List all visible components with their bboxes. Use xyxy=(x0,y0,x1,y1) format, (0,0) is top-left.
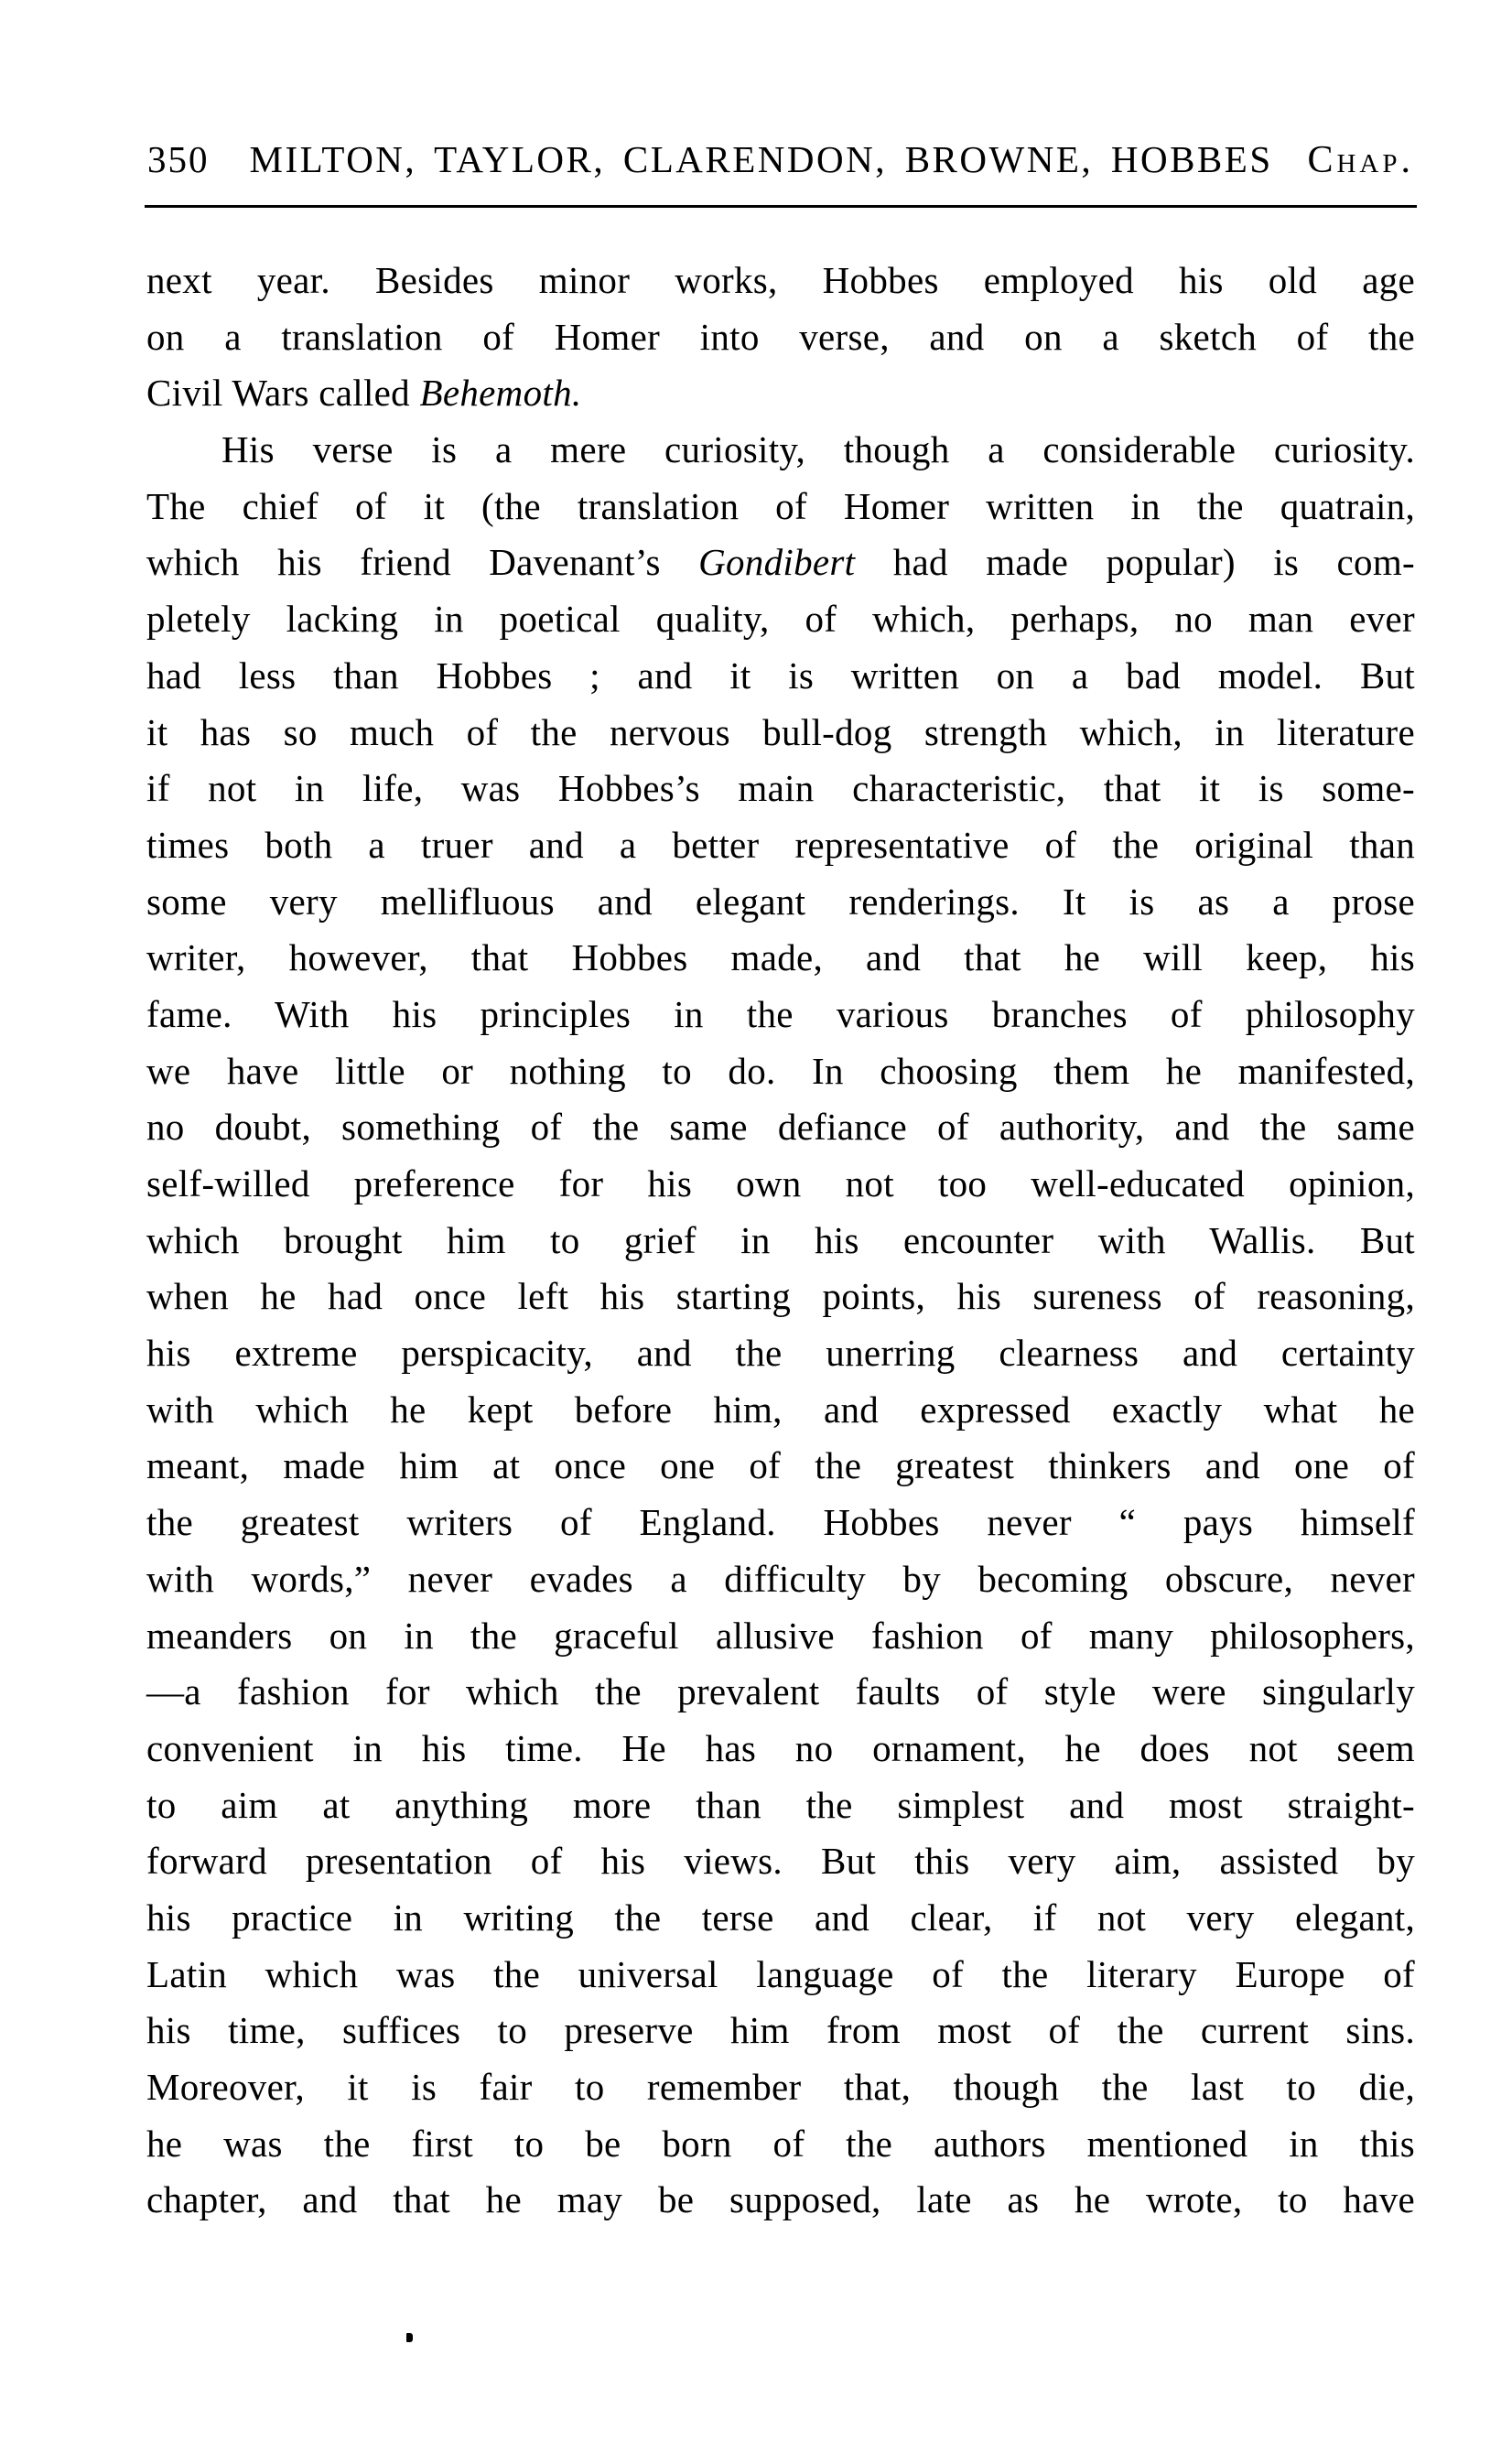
text-line: his extreme perspicacity, and the unerring clearness and certainty xyxy=(146,1332,1415,1375)
text-line: his time, suffices to preserve him from most of the current sins. xyxy=(146,2009,1415,2052)
text-line: convenient in his time. He has no ornament, he does not seem xyxy=(146,1726,1415,1769)
body-text xyxy=(146,253,1415,2229)
text-line: his practice in writing the terse and clear, if not very elegant, xyxy=(146,1896,1415,1939)
text-line: some very mellifluous and elegant renderings. It is as a prose xyxy=(146,880,1415,923)
text-line: self-willed preference for his own not too well-educated opinion, xyxy=(146,1162,1415,1204)
text-line: forward presentation of his views. But this very aim, assisted by xyxy=(146,1840,1415,1883)
text-line: —a fashion for which the prevalent faults of style were singularly xyxy=(146,1670,1415,1713)
ink-speck xyxy=(406,2333,413,2342)
text-line: Civil Wars called Behemoth. xyxy=(146,372,582,415)
text-line: had less than Hobbes ; and it is written on a bad model. But xyxy=(146,654,1415,697)
running-header xyxy=(147,137,1414,182)
text-line: writer, however, that Hobbes made, and that he will keep, his xyxy=(146,936,1415,979)
text-line: The chief of it (the translation of Homer written in the quatrain, xyxy=(146,484,1415,527)
text-line: His verse is a mere curiosity, though a considerable curiosity. xyxy=(221,428,1415,471)
text-line: which his friend Davenant’s Gondibert had made popular) is com- xyxy=(146,541,1415,584)
text-line: it has so much of the nervous bull-dog strength which, in literature xyxy=(146,710,1415,753)
text-line: we have little or nothing to do. In choosing them he manifested, xyxy=(146,1049,1415,1092)
text-line: meanders on in the graceful allusive fashion of many philosophers, xyxy=(146,1614,1415,1657)
text-line: he was the first to be born of the authors mentioned in this xyxy=(146,2122,1415,2165)
text-line: Moreover, it is fair to remember that, though the last to die, xyxy=(146,2066,1415,2108)
text-line: to aim at anything more than the simplest and most straight- xyxy=(146,1783,1415,1826)
header-rule xyxy=(145,205,1417,208)
text-line: pletely lacking in poetical quality, of which, perhaps, no man ever xyxy=(146,598,1415,641)
text-line: meant, made him at once one of the greatest thinkers and one of xyxy=(146,1444,1415,1487)
text-line: which brought him to grief in his encounter with Wallis. But xyxy=(146,1218,1415,1261)
page-number: 350 xyxy=(147,138,210,180)
running-title: MILTON, TAYLOR, CLARENDON, BROWNE, HOBBES xyxy=(249,138,1273,180)
text-line: when he had once left his starting points, his sureness of reasoning, xyxy=(146,1275,1415,1318)
text-line: on a translation of Homer into verse, and on a sketch of the xyxy=(146,315,1415,358)
text-line: no doubt, something of the same defiance of authority, and the same xyxy=(146,1106,1415,1149)
text-line: if not in life, was Hobbes’s main characteristic, that it is some- xyxy=(146,767,1415,810)
text-line: the greatest writers of England. Hobbes never “ pays himself xyxy=(146,1501,1415,1544)
text-line: Latin which was the universal language of the literary Europe of xyxy=(146,1952,1415,1995)
text-line: with which he kept before him, and expressed exactly what he xyxy=(146,1388,1415,1431)
text-line: with words,” never evades a difficulty by becoming obscure, never xyxy=(146,1557,1415,1600)
text-line: fame. With his principles in the various branches of philosophy xyxy=(146,992,1415,1035)
text-line: next year. Besides minor works, Hobbes employed his old age xyxy=(146,259,1415,301)
text-line: times both a truer and a better representative of the original than xyxy=(146,823,1415,866)
text-line: chapter, and that he may be supposed, late as he wrote, to have xyxy=(146,2178,1415,2221)
chapter-label: Chap. xyxy=(1307,139,1414,181)
